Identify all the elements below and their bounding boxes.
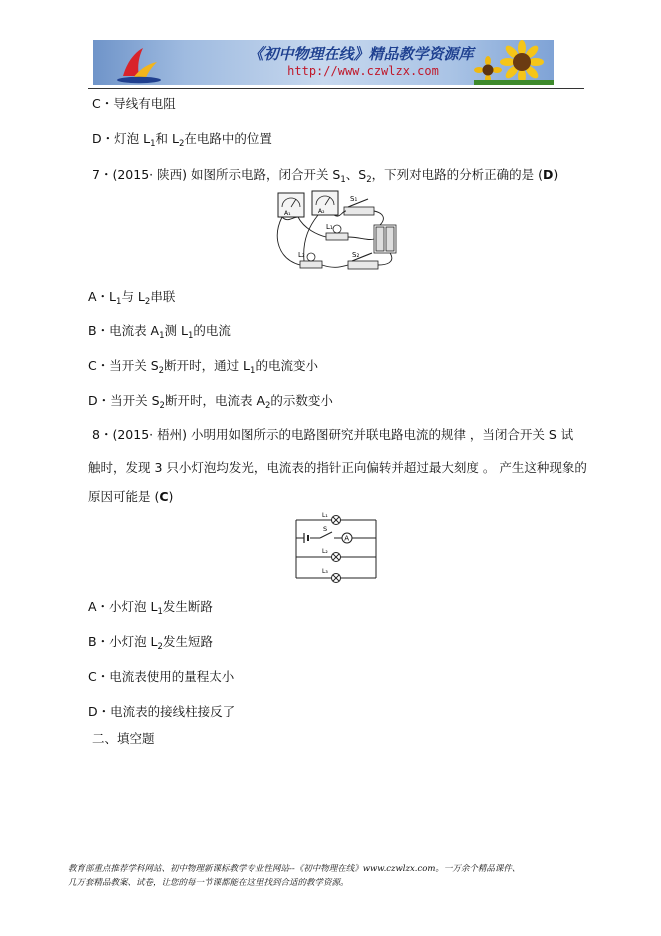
option-c-prev: C・导线有电阻 bbox=[92, 96, 176, 111]
section-heading: 二、填空题 bbox=[92, 731, 155, 746]
q7-option-a: A・$L_1$与 $L_2$串联 bbox=[88, 289, 176, 307]
footer-line-1: 教育部重点推荐学科网站、初中物理新课标教学专业性网站--《初中物理在线》www.czwlzx.com。一万余个精品课件、 bbox=[68, 864, 521, 874]
footer bbox=[68, 862, 598, 890]
footer-line-2: 几万套精品教案、试卷，让您的每一节课都能在这里找到合适的教学资源。 bbox=[68, 878, 349, 888]
banner-url[interactable]: http://www.czwlzx.com bbox=[287, 64, 439, 78]
header-rule bbox=[88, 88, 584, 89]
q7-label-l2: L₂ bbox=[298, 251, 305, 259]
q7-label-a1: A₁ bbox=[284, 210, 291, 217]
q7-stem: 7・(2015· 陕西) 如图所示电路，闭合开关 $S_1$、$S_2$，下列对电路的分析正确的是 (D) bbox=[92, 167, 559, 185]
q8-option-d: D・电流表的接线柱接反了 bbox=[88, 704, 236, 719]
q8-label-l2: L₂ bbox=[322, 548, 328, 555]
q7-label-s1: S₁ bbox=[350, 195, 358, 203]
q8-circuit-figure bbox=[290, 510, 382, 584]
q8-option-b: B・小灯泡 $L_2$发生短路 bbox=[88, 634, 213, 652]
sunflower-image bbox=[474, 40, 554, 85]
q8-label-a: A bbox=[344, 534, 350, 543]
q7-label-s2: S₂ bbox=[352, 251, 360, 259]
q8-label-l1: L₁ bbox=[322, 512, 328, 519]
header-banner bbox=[93, 40, 554, 85]
q7-option-d: D・当开关 $S_2$断开时，电流表 $A_2$的示数变小 bbox=[88, 393, 333, 411]
option-d-prev: D・灯泡 $L_1$和 $L_2$在电路中的位置 bbox=[92, 131, 272, 149]
q8-label-l3: L₃ bbox=[322, 568, 328, 575]
q7-option-c: C・当开关 $S_2$断开时，通过 $L_1$的电流变小 bbox=[88, 358, 318, 376]
q8-stem-line1: 8・(2015· 梧州) 小明用如图所示的电路图研究并联电路电流的规律 ，当闭合开关 S 试 bbox=[92, 427, 574, 442]
q8-option-a: A・小灯泡 $L_1$发生断路 bbox=[88, 599, 213, 617]
q7-label-a2: A₂ bbox=[318, 208, 325, 215]
q7-label-l1: L₁ bbox=[326, 223, 333, 231]
site-logo bbox=[113, 42, 163, 84]
q8-option-c: C・电流表使用的量程太小 bbox=[88, 669, 235, 684]
q8-stem-line3: 原因可能是 (C) bbox=[88, 489, 174, 504]
q7-circuit-figure bbox=[268, 189, 408, 280]
banner-title: 《初中物理在线》精品教学资源库 bbox=[248, 45, 474, 63]
q8-answer: C bbox=[159, 489, 169, 504]
q8-stem-line2: 触时，发现 3 只小灯泡均发光，电流表的指针正向偏转并超过最大刻度 。 产生这种现象的 bbox=[88, 460, 587, 475]
q7-answer: D bbox=[543, 167, 554, 182]
q7-option-b: B・电流表 $A_1$测 $L_1$的电流 bbox=[88, 323, 231, 341]
q8-label-s: S bbox=[323, 525, 328, 533]
